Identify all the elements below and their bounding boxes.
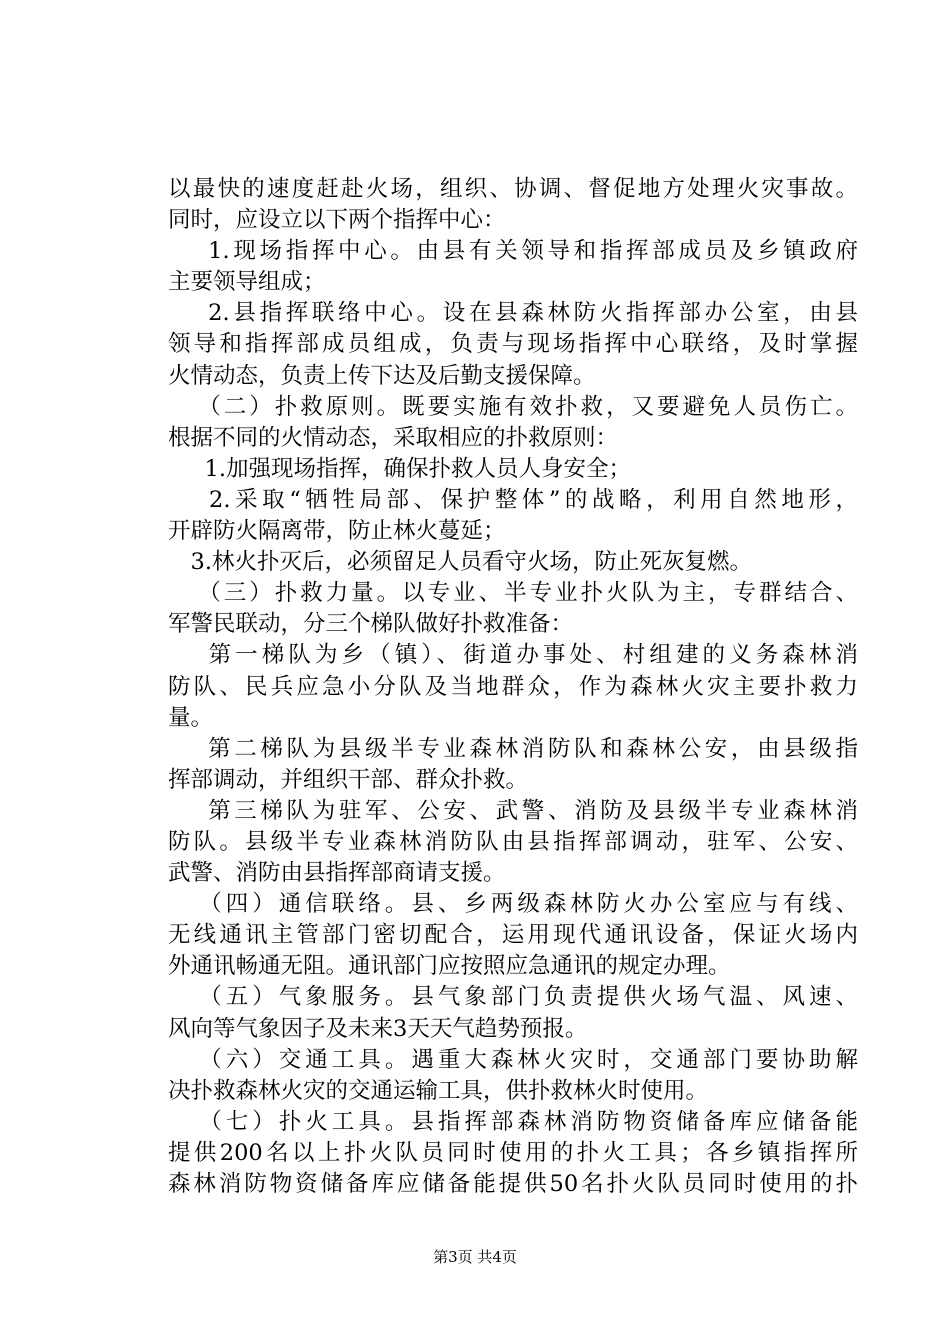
text-line: 外通讯畅通无阻。通讯部门应按照应急通讯的规定办理。: [168, 953, 731, 980]
body-text: [168, 174, 858, 1200]
text-line: （五）气象服务。县气象部门负责提供火场气温、风速、: [184, 984, 858, 1011]
text-line: （二）扑救原则。既要实施有效扑救，又要避免人员伤亡。: [184, 393, 858, 420]
text-line: 挥部调动，并组织干部、群众扑救。: [168, 766, 529, 793]
text-line: （七）扑火工具。县指挥部森林消防物资储备库应储备能: [184, 1108, 858, 1135]
text-line: 主要领导组成；: [168, 269, 326, 296]
text-line: 武警、消防由县指挥部商请支援。: [168, 860, 506, 887]
text-line: （三）扑救力量。以专业、半专业扑火队为主，专群结合、: [184, 580, 858, 607]
text-line: 领导和指挥部成员组成，负责与现场指挥中心联络，及时掌握: [168, 331, 858, 358]
text-line: 2.采取“牺牲局部、保护整体”的战略，利用自然地形，: [182, 486, 858, 513]
text-line: 第一梯队为乡（镇）、街道办事处、村组建的义务森林消: [182, 642, 858, 669]
text-line: 量。: [168, 704, 214, 731]
text-line: 以最快的速度赶赴火场，组织、协调、督促地方处理火灾事故。: [168, 176, 858, 202]
text-line: 军警民联动，分三个梯队做好扑救准备：: [168, 611, 574, 638]
text-line: 风向等气象因子及未来3天天气趋势预报。: [168, 1015, 588, 1042]
text-line: 第三梯队为驻军、公安、武警、消防及县级半专业森林消: [182, 797, 858, 824]
text-line: 第二梯队为县级半专业森林消防队和森林公安，由县级指: [182, 735, 858, 762]
text-line: 2.县指挥联络中心。设在县森林防火指挥部办公室，由县: [182, 300, 858, 327]
text-line: （四）通信联络。县、乡两级森林防火办公室应与有线、: [184, 891, 858, 918]
text-line: （六）交通工具。遇重大森林火灾时，交通部门要协助解: [184, 1046, 858, 1073]
text-line: 同时，应设立以下两个指挥中心：: [168, 207, 506, 234]
text-line: 防队、民兵应急小分队及当地群众，作为森林火灾主要扑救力: [168, 673, 858, 700]
text-line: 开辟防火隔离带，防止林火蔓延；: [168, 518, 506, 545]
text-line: 1.现场指挥中心。由县有关领导和指挥部成员及乡镇政府: [182, 238, 858, 265]
text-line: 防队。县级半专业森林消防队由县指挥部调动，驻军、公安、: [168, 828, 858, 855]
text-line: 1.加强现场指挥，确保扑救人员人身安全；: [182, 455, 631, 482]
text-line: 3.林火扑灭后，必须留足人员看守火场，防止死灰复燃。: [168, 549, 752, 576]
page-number-footer: 第3页 共4页: [433, 1248, 517, 1266]
text-line: 无线通讯主管部门密切配合，运用现代通讯设备，保证火场内: [168, 922, 858, 949]
text-line: 根据不同的火情动态，采取相应的扑救原则：: [168, 424, 619, 451]
text-line: 森林消防物资储备库应储备能提供50名扑火队员同时使用的扑: [168, 1171, 858, 1197]
text-line: 火情动态，负责上传下达及后勤支援保障。: [168, 362, 596, 389]
text-line: 提供200名以上扑火队员同时使用的扑火工具；各乡镇指挥所: [168, 1139, 858, 1166]
text-line: 决扑救森林火灾的交通运输工具，供扑救林火时使用。: [168, 1077, 709, 1104]
